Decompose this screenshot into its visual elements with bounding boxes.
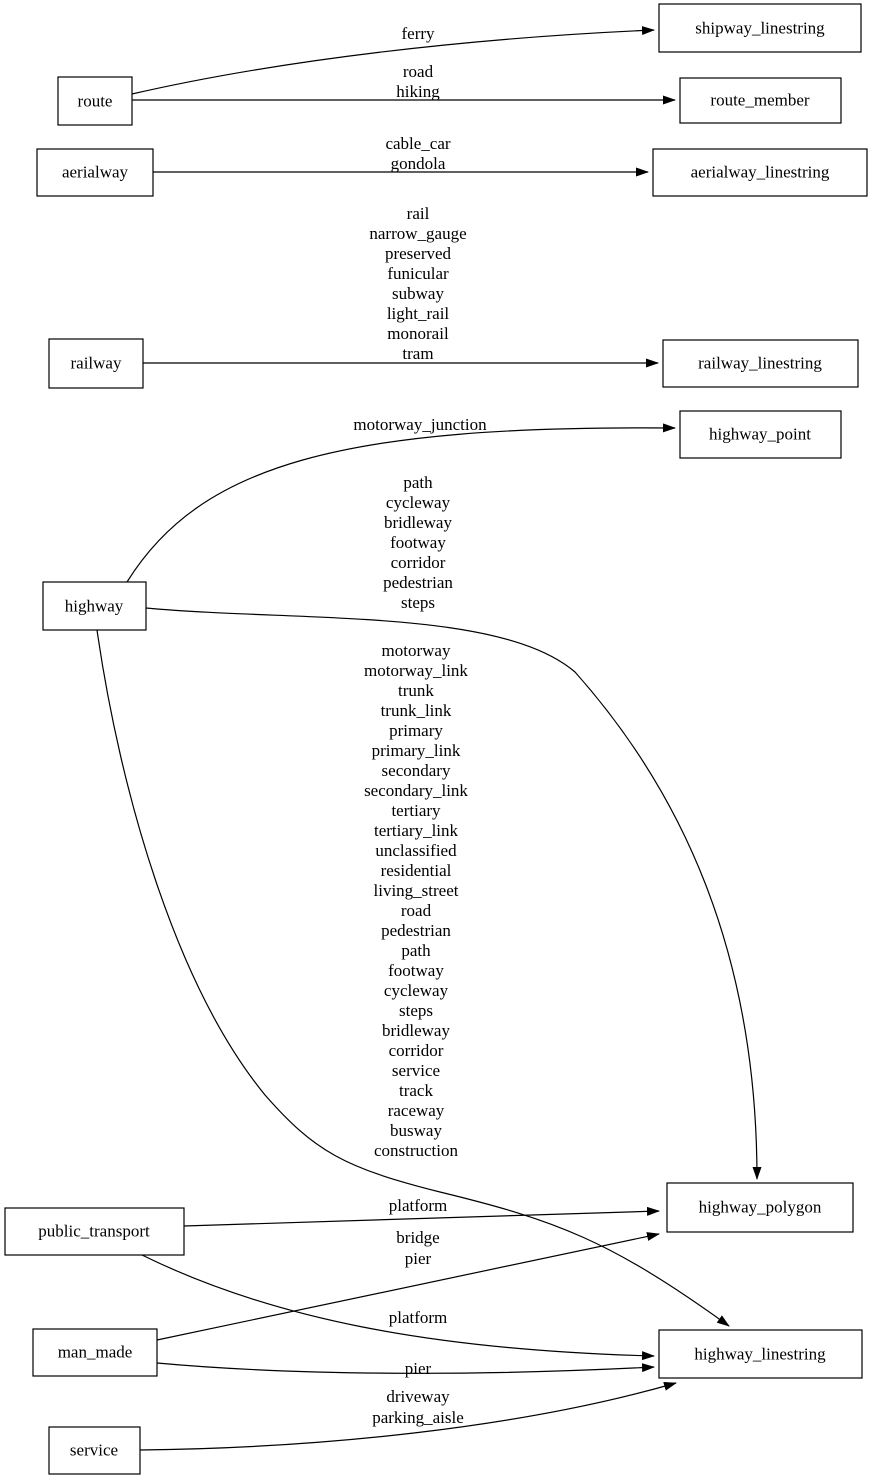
node-man-made-label: man_made xyxy=(57,1342,133,1362)
edge-route-shipway-linestring xyxy=(132,30,654,94)
node-route-member xyxy=(680,78,841,123)
node-aerialway-linestring xyxy=(653,149,867,196)
node-railway xyxy=(49,339,143,388)
edge-label-highway-polygon-values: path cycleway bridleway footway corridor pedestrian steps xyxy=(383,472,453,612)
node-highway-linestring-label: highway_linestring xyxy=(694,1344,826,1364)
node-public-transport xyxy=(5,1208,184,1255)
node-route xyxy=(58,77,132,125)
node-shipway-linestring-label: shipway_linestring xyxy=(695,18,825,38)
edge-label-platform-linestring: platform xyxy=(388,1307,448,1327)
node-highway-point xyxy=(680,411,841,458)
edge-label-ferry: ferry xyxy=(401,23,435,43)
edge-label-layer xyxy=(353,24,487,1427)
node-man-made xyxy=(33,1329,157,1376)
edge-label-railway-values: rail narrow_gauge preserved funicular subway light_rail monorail tram xyxy=(369,203,467,363)
node-highway-label: highway xyxy=(64,596,124,616)
node-highway xyxy=(43,582,146,630)
edge-label-pier-linestring: pier xyxy=(404,1358,432,1378)
node-aerialway-linestring-label: aerialway_linestring xyxy=(690,162,830,182)
edge-label-driveway-parking-aisle: driveway parking_aisle xyxy=(372,1386,464,1427)
node-route-member-label: route_member xyxy=(710,90,810,110)
edge-label-bridge-pier: bridge pier xyxy=(396,1227,440,1268)
node-railway-linestring xyxy=(663,340,858,387)
edge-public-transport-highway-linestring xyxy=(142,1255,654,1356)
node-aerialway xyxy=(37,149,153,196)
node-railway-label: railway xyxy=(70,353,122,373)
node-highway-linestring xyxy=(659,1330,862,1378)
edge-label-motorway-junction: motorway_junction xyxy=(353,414,487,434)
node-highway-polygon-label: highway_polygon xyxy=(698,1197,822,1217)
edge-label-road-hiking: road hiking xyxy=(396,61,440,101)
node-public-transport-label: public_transport xyxy=(38,1221,150,1241)
edge-label-highway-linestring-values: motorway motorway_link trunk trunk_link primary primary_link secondary secondary_link tertiary tertiary_link unclassified residential living_street road pedestrian path footway cycleway steps bridleway corridor service track raceway busway construction xyxy=(364,640,468,1160)
node-highway-polygon xyxy=(667,1183,853,1232)
node-service xyxy=(49,1427,140,1474)
node-highway-point-label: highway_point xyxy=(709,424,811,444)
node-railway-linestring-label: railway_linestring xyxy=(698,353,822,373)
node-aerialway-label: aerialway xyxy=(61,162,129,182)
node-shipway-linestring xyxy=(659,4,861,52)
edge-label-cable-car-gondola: cable_car gondola xyxy=(385,133,451,173)
edge-label-platform-polygon: platform xyxy=(388,1195,448,1215)
node-route-label: route xyxy=(77,91,113,111)
node-service-label: service xyxy=(69,1440,119,1460)
